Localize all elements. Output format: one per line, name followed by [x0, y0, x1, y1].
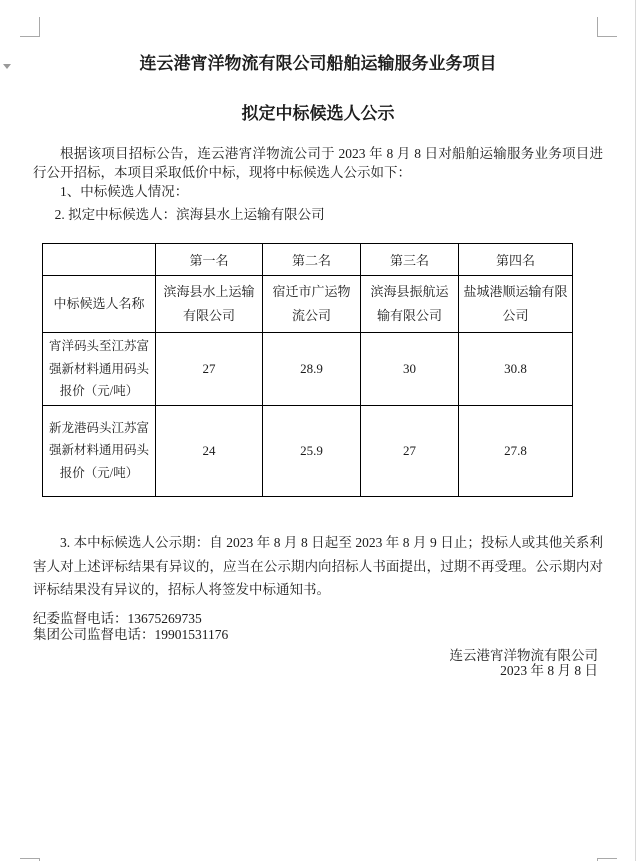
- candidates-table: [42, 243, 573, 497]
- price-row-xinlonggang-wharf: [43, 405, 573, 496]
- document-title: 连云港宵洋物流有限公司船舶运输服务业务项目: [139, 54, 497, 73]
- price-cell-2-2: 25.9: [263, 405, 361, 496]
- document-subtitle: 拟定中标候选人公示: [241, 104, 395, 123]
- table-rank-header-row: [43, 244, 573, 276]
- candidate-name-cell-4: 盐城港顺运输有限公司: [459, 276, 573, 333]
- rank-header-cell-2: 第二名: [263, 244, 361, 276]
- discipline-phone-line: 纪委监督电话：13675269735: [33, 611, 202, 626]
- price-cell-2-4: 27.8: [459, 405, 573, 496]
- price-cell-2-3: 27: [361, 405, 459, 496]
- candidate-name-cell-3: 滨海县振航运输有限公司: [361, 276, 459, 333]
- rank-header-cell-3: 第三名: [361, 244, 459, 276]
- list-item-1: 1、中标候选人情况：: [60, 184, 189, 199]
- price-cell-1-1: 27: [156, 333, 263, 406]
- list-item-2: 2. 拟定中标候选人：滨海县水上运输有限公司: [54, 207, 325, 222]
- rank-header-cell-4: 第四名: [459, 244, 573, 276]
- price-cell-1-2: 28.9: [263, 333, 361, 406]
- candidate-name-row-label: 中标候选人名称: [43, 276, 156, 333]
- price-row-1-label: 宵洋码头至江苏富强新材料通用码头报价（元/吨）: [43, 333, 156, 406]
- signature-date: 2023 年 8 月 8 日: [500, 663, 598, 678]
- price-cell-1-3: 30: [361, 333, 459, 406]
- intro-paragraph: 根据该项目招标公告，连云港宵洋物流公司于 2023 年 8 月 8 日对船舶运输服务业务项目进行公开招标，本项目采取低价中标，现将中标候选人公示如下：: [33, 146, 603, 180]
- signature-company: 连云港宵洋物流有限公司: [449, 648, 598, 663]
- price-row-xiaoyang-wharf: [43, 333, 573, 406]
- candidate-name-cell-1: 滨海县水上运输有限公司: [156, 276, 263, 333]
- price-cell-2-1: 24: [156, 405, 263, 496]
- price-row-2-label: 新龙港码头江苏富强新材料通用码头报价（元/吨）: [43, 405, 156, 496]
- rank-header-cell-1: 第一名: [156, 244, 263, 276]
- price-cell-1-4: 30.8: [459, 333, 573, 406]
- publicity-period-paragraph: 3. 本中标候选人公示期：自 2023 年 8 月 8 日起至 2023 年 8 月 9 日止；投标人或其他关系利害人对上述评标结果有异议的，应当在公示期内向招标人书面提出，过期不再受理。公示期内对评标结果没有异议的，招标人将签发中标通知书。: [33, 535, 603, 597]
- candidate-name-row: [43, 276, 573, 333]
- rank-header-empty-cell: [43, 244, 156, 276]
- group-phone-line: 集团公司监督电话：19901531176: [33, 627, 229, 642]
- candidate-name-cell-2: 宿迁市广运物流公司: [263, 276, 361, 333]
